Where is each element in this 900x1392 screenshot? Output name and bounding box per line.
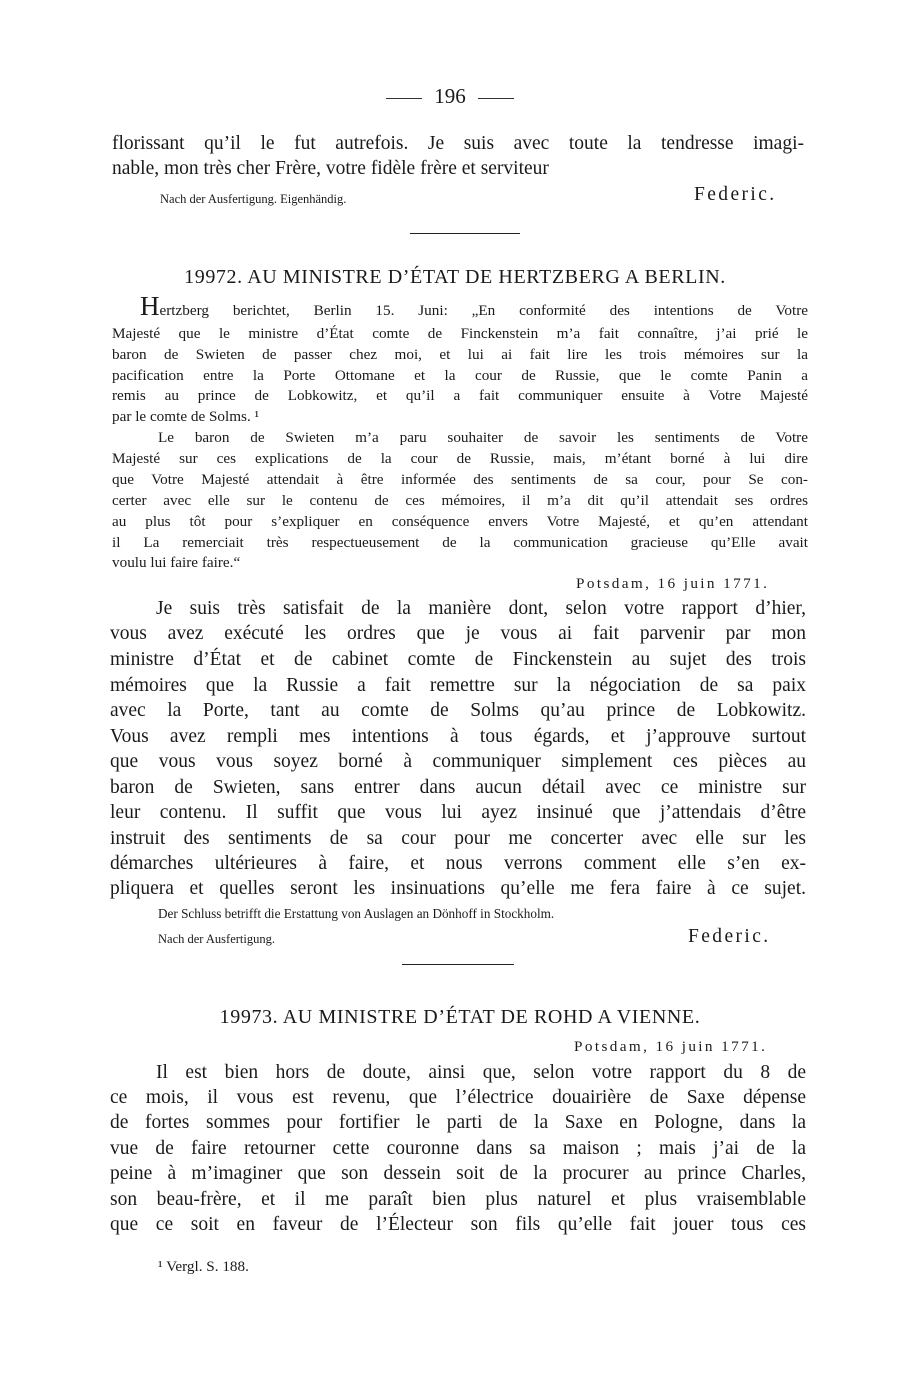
letter-text-line: démarches ultérieures à faire, et nous verrons comment elle s’en ex- — [110, 853, 806, 874]
letter-text-line: que vous vous soyez borné à communiquer simplement ces pièces au — [110, 751, 806, 772]
report-text-line: pacification entre la Porte Ottomane et la cour de Russie, que le comte Panin a — [112, 367, 808, 384]
letter-text-line: avec la Porte, tant au comte de Solms qu’au prince de Lobkowitz. — [110, 700, 806, 721]
signature: Federic. — [694, 184, 777, 205]
report-text-line: Le baron de Swieten m’a paru souhaiter de savoir les sentiments de Votre — [158, 429, 808, 446]
page-number-dash-left — [386, 98, 422, 99]
letter-text-line: mémoires que la Russie a fait remettre sur la négociation de sa paix — [110, 675, 806, 696]
letter-heading: 19973. AU MINISTRE D’ÉTAT DE ROHD A VIENNE. — [219, 1006, 701, 1028]
section-divider — [402, 964, 514, 965]
letter-text-line: de fortes sommes pour fortifier le parti de la Saxe en Pologne, dans la — [110, 1112, 806, 1133]
report-text-line: remis au prince de Lobkowitz, et qu’il a fait communiquer ensuite à Votre Majesté — [112, 387, 808, 404]
page-number: 196 — [434, 84, 466, 108]
report-text-line: voulu lui faire faire.“ — [112, 554, 241, 571]
dateline: Potsdam, 16 juin 1771. — [576, 575, 770, 592]
report-text-line: Majesté sur ces explications de la cour de Russie, mais, m’étant borné à lui dire — [112, 450, 808, 467]
report-text-line: baron de Swieten de passer chez moi, et lui ai fait lire les trois mémoires sur la — [112, 346, 808, 363]
letter-text-line: son beau-frère, et il me paraît bien plus naturel et plus vraisemblable — [110, 1189, 806, 1210]
source-note: Nach der Ausfertigung. — [158, 932, 275, 946]
top-text-line: nable, mon très cher Frère, votre fidèle frère et serviteur — [112, 158, 549, 179]
letter-text-line: instruit des sentiments de sa cour pour me concerter avec elle sur les — [110, 828, 806, 849]
drop-cap: H — [140, 291, 160, 321]
section-divider — [410, 233, 520, 234]
letter-text-line: Je suis très satisfait de la manière dont, selon votre rapport d’hier, — [156, 598, 806, 619]
letter-text-line: leur contenu. Il suffit que vous lui ayez insinué que j’attendais d’être — [110, 802, 806, 823]
report-text-line: il La remerciait très respectueusement de la communication gracieuse qu’Elle avait — [112, 534, 808, 551]
report-text-line: au plus tôt pour s’expliquer en conséquence envers Votre Majesté, et qu’en attendant — [112, 513, 808, 530]
report-text-line: certer avec elle sur le contenu de ces mémoires, il m’a dit qu’il attendait ses ordres — [112, 492, 808, 509]
letter-text-line: peine à m’imaginer que son dessein soit de la procurer au prince Charles, — [110, 1163, 806, 1184]
letter-text-line: ce mois, il vous est revenu, que l’électrice douairière de Saxe dépense — [110, 1087, 806, 1108]
top-text-line: florissant qu’il le fut autrefois. Je suis avec toute la tendresse imagi- — [112, 133, 804, 154]
letter-text-line: ministre d’État et de cabinet comte de Finckenstein au sujet des trois — [110, 649, 806, 670]
closing-note: Der Schluss betrifft die Erstattung von Auslagen an Dönhoff in Stockholm. — [158, 906, 555, 921]
letter-heading: 19972. AU MINISTRE D’ÉTAT DE HERTZBERG A BERLIN. — [184, 266, 726, 288]
letter-text-line: Il est bien hors de doute, ainsi que, selon votre rapport du 8 de — [156, 1062, 806, 1083]
signature: Federic. — [688, 926, 771, 947]
footnote: ¹ Vergl. S. 188. — [158, 1258, 249, 1275]
report-text-line: Majesté que le ministre d’État comte de Finckenstein m’a fait connaître, j’ai prié le — [112, 325, 808, 342]
report-text-first: ertzberg berichtet, Berlin 15. Juni: „En conformité des intentions de Votre — [159, 302, 808, 319]
letter-text-line: vous avez exécuté les ordres que je vous ai fait parvenir par mon — [110, 623, 806, 644]
letter-text-line: Vous avez rempli mes intentions à tous égards, et j’approuve surtout — [110, 726, 806, 747]
report-text-line: par le comte de Solms. ¹ — [112, 408, 260, 425]
source-note: Nach der Ausfertigung. Eigenhändig. — [160, 192, 347, 206]
letter-text-line: que ce soit en faveur de l’Électeur son fils qu’elle fait jouer tous ces — [110, 1214, 806, 1235]
letter-text-line: baron de Swieten, sans entrer dans aucun détail avec ce ministre sur — [110, 777, 806, 798]
letter-text-line: vue de faire retourner cette couronne dans sa maison ; mais j’ai de la — [110, 1138, 806, 1159]
report-text-line — [140, 291, 808, 321]
letter-text-line: pliquera et quelles seront les insinuations qu’elle me fera faire à ce sujet. — [110, 878, 806, 899]
page-number-dash-right — [478, 98, 514, 99]
page-number-row — [0, 84, 900, 109]
report-text-line: que Votre Majesté attendait à être informée des sentiments de sa cour, pour Se con- — [112, 471, 808, 488]
dateline: Potsdam, 16 juin 1771. — [574, 1038, 768, 1055]
